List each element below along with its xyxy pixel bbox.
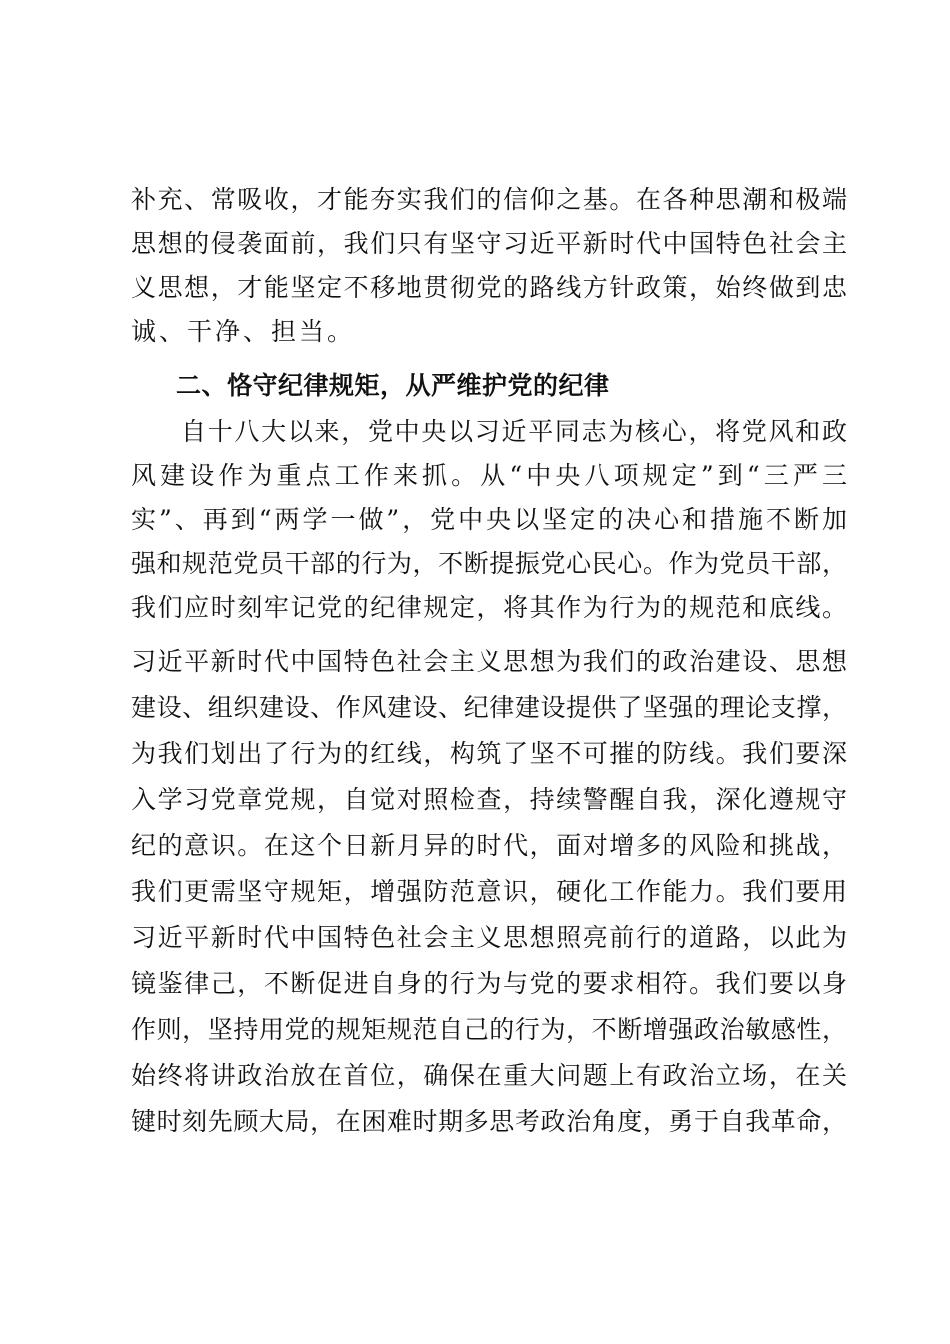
paragraph-2-line-10: 纪的意识。在这个日新月异的时代，面对增多的风险和挑战，: [131, 831, 847, 860]
paragraph-2-line-9: 入学习党章党规，自觉对照检查，持续警醒自我，深化遵规守: [131, 785, 847, 814]
paragraph-2-line-13: 镜鉴律己，不断促进自身的行为与党的要求相符。我们要以身: [131, 969, 847, 998]
paragraph-2-line-1: 自十八大以来，党中央以习近平同志为核心，将党风和政: [181, 417, 847, 446]
paragraph-2-line-15: 始终将讲政治放在首位，确保在重大问题上有政治立场，在关: [131, 1061, 847, 1090]
paragraph-2-line-4: 强和规范党员干部的行为，不断提振党心民心。作为党员干部，: [131, 549, 847, 578]
paragraph-1-line-2: 思想的侵袭面前，我们只有坚守习近平新时代中国特色社会主: [131, 229, 847, 258]
paragraph-2-line-2: 风建设作为重点工作来抓。从“中央八项规定”到“三严三: [131, 461, 847, 490]
paragraph-1-line-3: 义思想，才能坚定不移地贯彻党的路线方针政策，始终做到忠: [131, 273, 847, 302]
section-heading: 二、恪守纪律规矩，从严维护党的纪律: [176, 371, 610, 400]
paragraph-2-line-12: 习近平新时代中国特色社会主义思想照亮前行的道路，以此为: [131, 923, 847, 952]
paragraph-2-line-11: 我们更需坚守规矩，增强防范意识，硬化工作能力。我们要用: [131, 877, 847, 906]
paragraph-2-line-16: 键时刻先顾大局，在困难时期多思考政治角度，勇于自我革命，: [131, 1107, 847, 1136]
paragraph-2-line-6: 习近平新时代中国特色社会主义思想为我们的政治建设、思想: [131, 647, 847, 676]
paragraph-1-line-4: 诚、干净、担当。: [131, 317, 356, 346]
paragraph-2-line-7: 建设、组织建设、作风建设、纪律建设提供了坚强的理论支撑，: [131, 693, 847, 722]
paragraph-2-line-8: 为我们划出了行为的红线，构筑了坚不可摧的防线。我们要深: [131, 739, 847, 768]
paragraph-2-line-3: 实”、再到“两学一做”，党中央以坚定的决心和措施不断加: [131, 505, 847, 534]
paragraph-2-line-5: 我们应时刻牢记党的纪律规定，将其作为行为的规范和底线。: [131, 593, 847, 622]
paragraph-1-line-1: 补充、常吸收，才能夯实我们的信仰之基。在各种思潮和极端: [131, 185, 847, 214]
paragraph-2-line-14: 作则，坚持用党的规矩规范自己的行为，不断增强政治敏感性，: [131, 1015, 847, 1044]
